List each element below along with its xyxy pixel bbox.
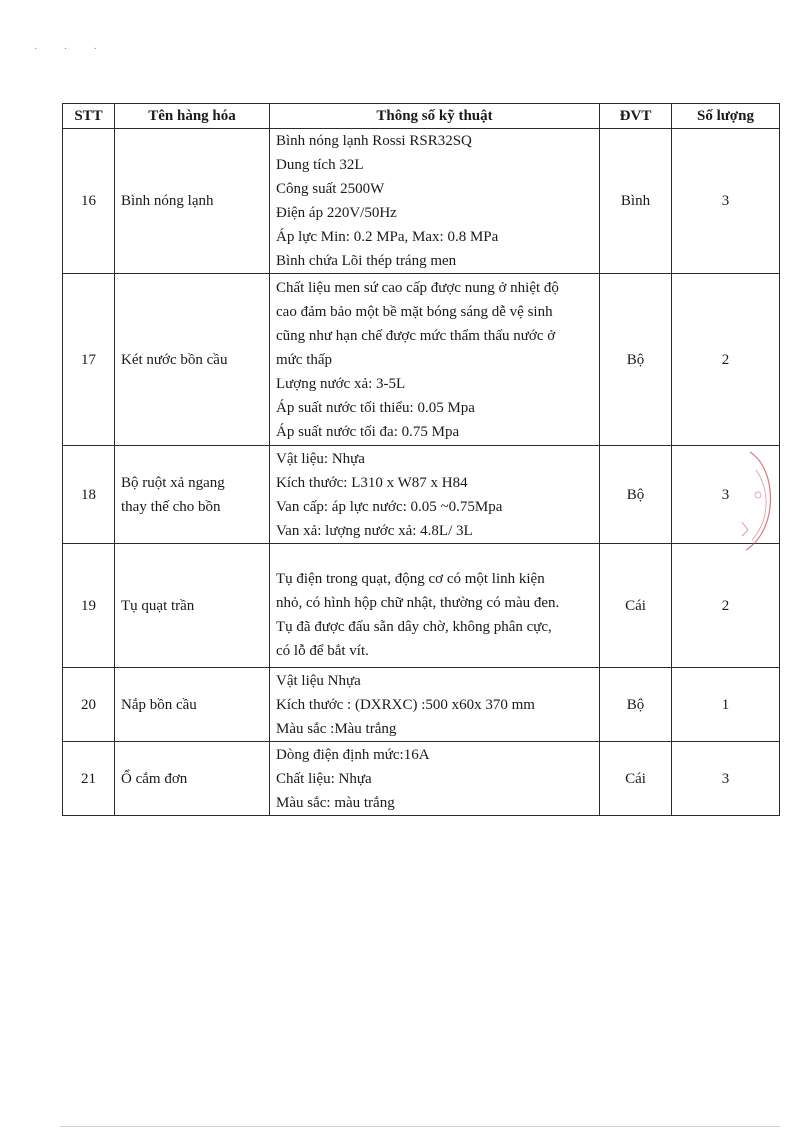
header-name: Tên hàng hóa: [115, 104, 270, 129]
table-row: [63, 544, 780, 668]
scan-edge-line: [60, 1126, 780, 1127]
cell-spec: [270, 742, 600, 816]
cell-name: [115, 446, 270, 544]
table-row: [63, 742, 780, 816]
cell-qty: 2: [672, 274, 780, 446]
header-row: [63, 104, 780, 129]
cell-name: [115, 668, 270, 742]
stamp-hook: [742, 522, 748, 536]
header-stt: STT: [63, 104, 115, 129]
cell-spec: [270, 668, 600, 742]
cell-spec: [270, 544, 600, 668]
cell-qty: 1: [672, 668, 780, 742]
seal-stamp-fragment: [738, 450, 800, 560]
cell-qty: 3: [672, 742, 780, 816]
cell-unit: Cái: [600, 742, 672, 816]
cell-name: [115, 129, 270, 274]
name-line: Nắp bồn cầu: [121, 696, 197, 713]
table-row: [63, 129, 780, 274]
cell-unit: Bộ: [600, 274, 672, 446]
spec-line: Vật liệu: Nhựa: [276, 450, 365, 467]
table-row: [63, 446, 780, 544]
spec-line: Điện áp 220V/50Hz: [276, 205, 397, 221]
spec-line: cũng như hạn chế được mức thẩm thấu nước ở: [276, 327, 556, 344]
spec-line: Vật liệu Nhựa: [276, 672, 361, 689]
spec-line: Công suất 2500W: [276, 181, 385, 197]
stamp-arc-outer: [746, 452, 771, 550]
cell-stt: 20: [63, 668, 115, 742]
scan-dots: · · ·: [34, 44, 109, 55]
spec-line: Bình nóng lạnh Rossi RSR32SQ: [276, 133, 472, 149]
spec-line: Màu sắc: màu trắng: [276, 794, 395, 811]
spec-line: Màu sắc :Màu trắng: [276, 720, 397, 737]
cell-qty: 2: [672, 544, 780, 668]
spec-line: Áp lực Min: 0.2 MPa, Max: 0.8 MPa: [276, 229, 499, 245]
cell-name: [115, 742, 270, 816]
name-line: Bộ ruột xả ngang: [121, 474, 225, 491]
name-line: Ổ cắm đơn: [121, 770, 188, 787]
cell-unit: Bình: [600, 129, 672, 274]
spec-line: Van xả: lượng nước xả: 4.8L/ 3L: [276, 522, 473, 539]
table-header: [63, 104, 780, 129]
name-line: thay thế cho bồn: [121, 498, 221, 515]
spec-line: Kích thước : (DXRXC) :500 x60x 370 mm: [276, 696, 535, 713]
header-qty: Số lượng: [672, 104, 780, 129]
spec-line: Tụ đã được đấu sẵn dây chờ, không phân cực,: [276, 619, 552, 635]
cell-unit: Bộ: [600, 668, 672, 742]
header-spec: Thông số kỹ thuật: [270, 104, 600, 129]
spec-line: Kích thước: L310 x W87 x H84: [276, 474, 468, 491]
table-row: [63, 668, 780, 742]
cell-stt: 21: [63, 742, 115, 816]
spec-line: Van cấp: áp lực nước: 0.05 ~0.75Mpa: [276, 498, 503, 515]
table-row: [63, 274, 780, 446]
spec-line: Áp suất nước tối thiểu: 0.05 Mpa: [276, 399, 475, 416]
cell-stt: 19: [63, 544, 115, 668]
cell-qty: 3: [672, 446, 780, 544]
cell-spec: [270, 129, 600, 274]
stamp-mark: [755, 492, 761, 498]
spec-line: Bình chứa Lõi thép tráng men: [276, 253, 457, 269]
spec-line: mức thấp: [276, 351, 333, 368]
spec-line: Dung tích 32L: [276, 157, 364, 173]
cell-stt: 18: [63, 446, 115, 544]
spec-line: Tụ điện trong quạt, động cơ có một linh kiện: [276, 571, 545, 587]
name-line: Bình nóng lạnh: [121, 193, 214, 209]
cell-spec: [270, 446, 600, 544]
cell-name: [115, 544, 270, 668]
spec-line: Chất liệu: Nhựa: [276, 770, 372, 787]
cell-qty: 3: [672, 129, 780, 274]
header-unit: ĐVT: [600, 104, 672, 129]
spec-line: Áp suất nước tối đa: 0.75 Mpa: [276, 423, 460, 440]
cell-unit: Bộ: [600, 446, 672, 544]
table-body: [63, 129, 780, 816]
spec-line: Chất liệu men sứ cao cấp được nung ở nhiệt độ: [276, 279, 559, 296]
cell-stt: 17: [63, 274, 115, 446]
name-line: Tụ quạt trần: [121, 597, 195, 614]
name-line: Két nước bồn cầu: [121, 351, 228, 368]
specification-table: [62, 103, 780, 816]
cell-stt: 16: [63, 129, 115, 274]
cell-name: [115, 274, 270, 446]
spec-line: Lượng nước xả: 3-5L: [276, 375, 406, 392]
spec-line: Dòng điện định mức:16A: [276, 746, 430, 763]
cell-unit: Cái: [600, 544, 672, 668]
spec-line: cao đảm bảo một bề mặt bóng sáng dễ vệ sinh: [276, 303, 553, 320]
cell-spec: [270, 274, 600, 446]
spec-line: nhỏ, có hình hộp chữ nhật, thường có màu đen.: [276, 595, 560, 611]
spec-line: có lỗ để bắt vít.: [276, 643, 369, 659]
